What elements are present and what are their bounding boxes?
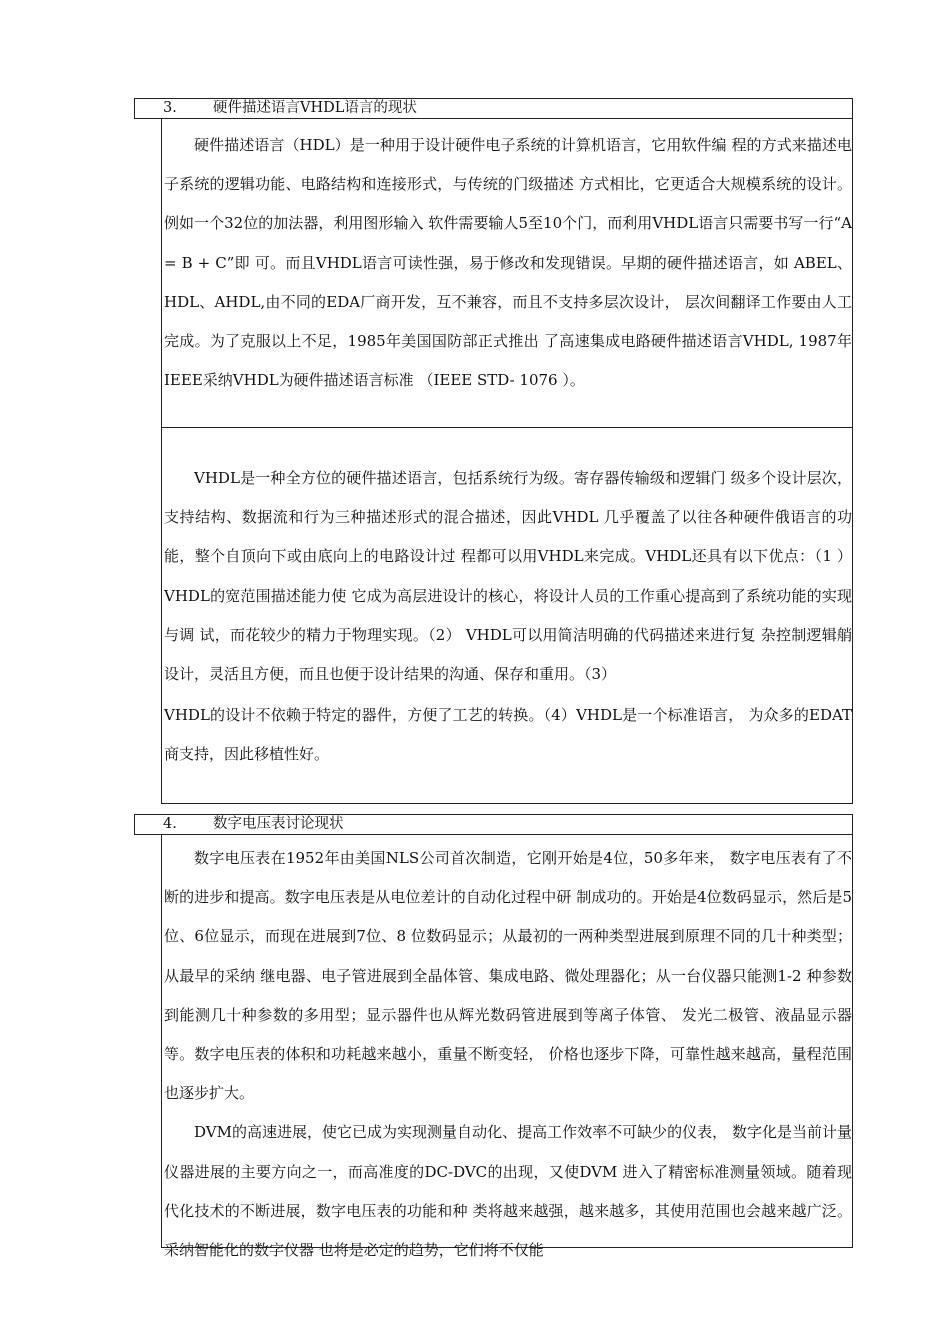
section-3-header (134, 98, 853, 119)
section-3-paragraph-1: 硬件描述语言（HDL）是一种用于设计硬件电子系统的计算机语言，它用软件编 程的方式来描述电子系统的逻辑功能、电路结构和连接形式，与传统的门级描述 方式相比，它更适合大规模系统的设计。例如一个32位的加法器，利用图形输入 软件需要输人5至10个门，而利用VHDL语言只需要书写一行“A = B + C”即 可。而且VHDL语言可读性强，易于修改和发现错误。早期的硬件描述语言，如 ABEL、HDL、AHDL,由不同的EDA厂商开发，互不兼容，而且不支持多层次设计， 层次间翻译工作要由人工完成。为了克服以上不足，1985年美国国防部正式推出 了高速集成电路硬件描述语言VHDL, 1987年IEEE采纳VHDL为硬件描述语言标准 （IEEE STD- 1076 ）。 (164, 136, 852, 390)
section-3-paragraph-3: VHDL的设计不依赖于特定的器件，方便了工艺的转换。（4）VHDL是一个标准语言， 为众多的EDAT商支持，因此移植性好。 (164, 706, 852, 764)
section-3-paragraph-2-cell (161, 427, 853, 804)
section-3-paragraph-2: VHDL是一种全方位的硬件描述语言，包括系统行为级。寄存器传输级和逻辑门 级多个设计层次，支持结构、数据流和行为三种描述形式的混合描述，因此VHDL 几乎覆盖了以往各种硬件俄语言的功能，整个自顶向下或由底向上的电路设计过 程都可以用VHDL来完成。VHDL还具有以下优点：（1 ） VHDL的宽范围描述能力使 它成为高层进设计的核心，将设计人员的工作重心提高到了系统功能的实现与调 试，而花较少的精力于物理实现。（2） VHDL可以用简洁明确的代码描述来进行复 杂控制逻辑艄设计，灵活且方便，而且也便于设计结果的沟通、保存和重用。（3） (164, 469, 852, 684)
section-4-title: 数字电压表讨论现状 (213, 816, 344, 832)
section-4-paragraph-1: 数字电压表在1952年由美国NLS公司首次制造，它刚开始是4位，50多年来， 数字电压表有了不断的进步和提高。数字电压表是从电位差计的自动化过程中研 制成功的。开始是4位数码显示，然后是5位、6位显示，而现在进展到7位、8 位数码显示；从最初的一两种类型进展到原理不同的几十种类型；从最早的采纳 继电器、电子管进展到全晶体管、集成电路、微处理器化；从一台仪器只能测1-2 种参数到能测几十种参数的多用型；显示器件也从辉光数码管进展到等离子体管、 发光二极管、液晶显示器等。数字电压表的体积和功耗越来越小，重量不断变轻， 价格也逐步下降，可靠性越来越高，量程范围也逐步扩大。 (164, 849, 852, 1103)
section-3-title: 硬件描述语言VHDL语言的现状 (213, 100, 417, 116)
section-3-number: 3. (163, 100, 177, 116)
section-4-paragraph-2: DVM的高速进展，使它已成为实现测量自动化、提高工作效率不可缺少的仪表， 数字化是当前计量仪器进展的主要方向之一，而高准度的DC-DVC的出现，又使DVM 进入了精密标准测量领域。随着现代化技术的不断进展，数字电压表的功能和种 类将越来越强，越来越多，其使用范围也会越来越广泛。采纳智能化的数字仪器 也将是必定的趋势，它们将不仅能 (164, 1123, 852, 1260)
section-4-number: 4. (163, 816, 177, 832)
section-3-paragraph-1-cell (161, 118, 853, 428)
section-4-header (134, 814, 853, 835)
section-4-content-cell (161, 834, 853, 1260)
